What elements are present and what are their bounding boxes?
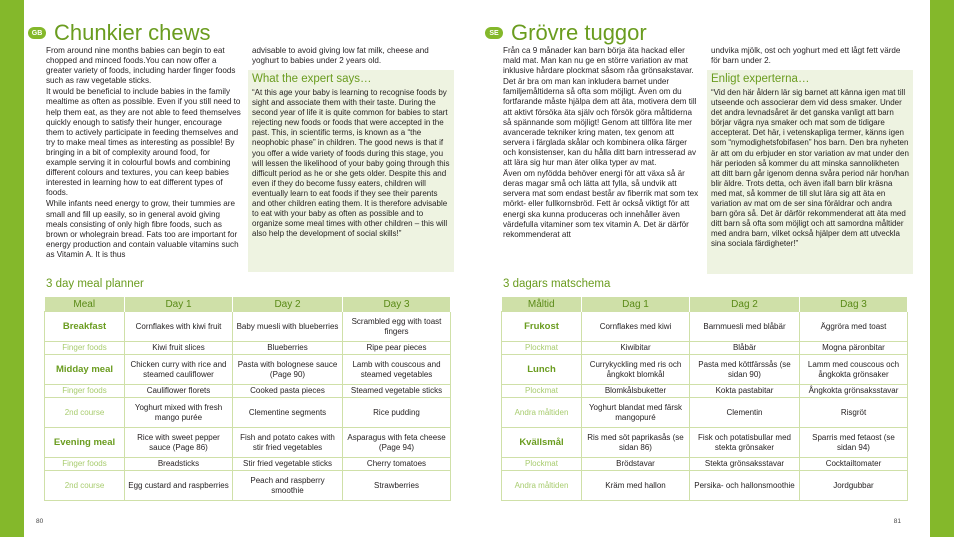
day-2-cell: Pasta with bolognese sauce (Page 90) <box>233 355 343 385</box>
left-page <box>24 0 454 537</box>
day-3-cell: Mogna päronbitar <box>800 342 908 355</box>
table-row <box>502 342 908 355</box>
body-column-2 <box>711 46 907 67</box>
table-row <box>502 428 908 458</box>
day-2-cell: Blueberries <box>233 342 343 355</box>
left-green-edge <box>0 0 24 537</box>
day-3-cell: Scrambled egg with toast fingers <box>343 312 451 342</box>
left-header <box>28 18 211 48</box>
meal-name-cell: Evening meal <box>45 428 125 458</box>
day-1-cell: Cauliflower florets <box>125 385 233 398</box>
page-number: 81 <box>893 518 901 525</box>
day-2-cell: Barnmuesli med blåbär <box>690 312 800 342</box>
expert-title: Enligt experterna… <box>711 73 810 85</box>
expert-box <box>707 70 913 274</box>
day-3-cell: Asparagus with feta cheese (Page 94) <box>343 428 451 458</box>
paragraph: From around nine months babies can begin to eat chopped and minced foods.You can now offer a greater variety of foods, including harder finger foods such as raw vegetable sticks. <box>46 46 236 86</box>
table-row <box>45 428 451 458</box>
day-1-cell: Kräm med hallon <box>582 471 690 501</box>
meal-name-cell: Lunch <box>502 355 582 385</box>
day-1-cell: Chicken curry with rice and steamed cauliflower <box>125 355 233 385</box>
column-header: Meal <box>45 297 125 312</box>
day-1-cell: Yoghurt blandat med färsk mangopuré <box>582 398 690 428</box>
day-1-cell: Cornflakes med kiwi <box>582 312 690 342</box>
day-3-cell: Ripe pear pieces <box>343 342 451 355</box>
meal-name-cell: Finger foods <box>45 385 125 398</box>
day-3-cell: Risgröt <box>800 398 908 428</box>
expert-box <box>248 70 454 272</box>
table-row <box>502 458 908 471</box>
paragraph: undvika mjölk, ost och yoghurt med ett lågt fett värde för barn under 2. <box>711 46 901 66</box>
day-2-cell: Kokta pastabitar <box>690 385 800 398</box>
day-3-cell: Ångkokta grönsaksstavar <box>800 385 908 398</box>
column-header: Day 2 <box>233 297 343 312</box>
paragraph: Från ca 9 månader kan barn börja äta hackad eller mald mat. Man kan nu ge en större variation av mat inklusive hårdare plockmat såsom råa grönsakstavar. <box>503 46 694 76</box>
column-header: Dag 2 <box>690 297 800 312</box>
table-row <box>502 385 908 398</box>
table-row <box>502 398 908 428</box>
day-2-cell: Fish and potato cakes with stir fried vegetables <box>233 428 343 458</box>
body-column-2 <box>252 46 450 67</box>
day-2-cell: Baby muesli with blueberries <box>233 312 343 342</box>
planner-body <box>502 312 908 501</box>
day-1-cell: Blomkålsbuketter <box>582 385 690 398</box>
meal-planner-table <box>501 297 908 501</box>
expert-quote: “At this age your baby is learning to recognise foods by sight and associate them with their taste. During the second year of life it is quite common for babies to start rejecting new foods or foods that were accepted in the past. This, in scientific terms, is known as a “the neophobic phase” in children. The good news is that if you offer a wide variety of foods during this stage, you will lessen the likelihood of your baby going through this difficult period as he or she gets older. Despite this and even if they do become fussy eaters, children will eventually learn to eat foods if they see their parents and other children eating them. It is therefore advisable to eat with your baby as often as possible and to organize some meal times with other children – this will also help the development of social skills!” <box>252 88 450 239</box>
table-row <box>45 458 451 471</box>
meal-name-cell: Finger foods <box>45 342 125 355</box>
right-header <box>485 18 647 48</box>
page-title: Grövre tuggor <box>511 20 647 45</box>
body-column-1 <box>503 46 699 241</box>
paragraph: advisable to avoid giving low fat milk, cheese and yoghurt to babies under 2 years old. <box>252 46 429 66</box>
day-2-cell: Blåbär <box>690 342 800 355</box>
paragraph: While infants need energy to grow, their tummies are small and fill up easily, so in general avoid giving meals consisting of only high fibre foods, such as brown or wholegrain bread. Fats too are important for energy production and contain valuable vitamins such as Vitamin A. It is thus <box>46 199 239 259</box>
column-header: Day 3 <box>343 297 451 312</box>
day-1-cell: Breadsticks <box>125 458 233 471</box>
day-3-cell: Lamb with couscous and steamed vegetables <box>343 355 451 385</box>
day-1-cell: Kiwi fruit slices <box>125 342 233 355</box>
table-row <box>45 471 451 501</box>
language-badge-se: SE <box>485 27 503 39</box>
table-row <box>45 385 451 398</box>
day-3-cell: Cocktailtomater <box>800 458 908 471</box>
table-row <box>45 398 451 428</box>
day-2-cell: Fisk och potatisbullar med stekta grönsaker <box>690 428 800 458</box>
meal-name-cell: Andra måltiden <box>502 398 582 428</box>
right-green-edge <box>930 0 954 537</box>
language-badge-gb: GB <box>28 27 46 39</box>
table-row <box>502 312 908 342</box>
day-3-cell: Steamed vegetable sticks <box>343 385 451 398</box>
day-3-cell: Jordgubbar <box>800 471 908 501</box>
table-header-row <box>502 297 908 312</box>
table-row <box>502 355 908 385</box>
day-1-cell: Rice with sweet pepper sauce (Page 86) <box>125 428 233 458</box>
meal-name-cell: Frukost <box>502 312 582 342</box>
page-number: 80 <box>36 518 44 525</box>
paragraph: It would be beneficial to include babies in the family mealtime as often as possible. Even if you still need to help them eat, as they are not able to feed themselves quickly enough to satisfy their hunger, encourage them to actively participate in feeding themselves and try to make meal times as interesting as possible! By bringing in a bit of complexity around food, for example serving it in colourful bowls and combining different colours and textures, you can keep babies interested in learning how to eat different types of foods. <box>46 87 241 198</box>
meal-name-cell: Kvällsmål <box>502 428 582 458</box>
meal-name-cell: Andra måltiden <box>502 471 582 501</box>
day-3-cell: Rice pudding <box>343 398 451 428</box>
column-header: Dag 1 <box>582 297 690 312</box>
day-2-cell: Peach and raspberry smoothie <box>233 471 343 501</box>
right-page <box>481 0 911 537</box>
day-1-cell: Brödstavar <box>582 458 690 471</box>
table-row <box>45 312 451 342</box>
day-1-cell: Yoghurt mixed with fresh mango purée <box>125 398 233 428</box>
day-1-cell: Cornflakes with kiwi fruit <box>125 312 233 342</box>
day-3-cell: Cherry tomatoes <box>343 458 451 471</box>
day-1-cell: Kiwibitar <box>582 342 690 355</box>
day-2-cell: Clementine segments <box>233 398 343 428</box>
day-3-cell: Lamm med couscous och ångkokta grönsaker <box>800 355 908 385</box>
day-3-cell: Sparris med fetaost (se sidan 94) <box>800 428 908 458</box>
column-header: Day 1 <box>125 297 233 312</box>
page-title: Chunkier chews <box>54 20 211 45</box>
paragraph: Det är bra om man kan inkludera barnet under familjemåltiderna så ofta som möjligt. Även om du fortfarande måste hjälpa dem att äta, motivera dem till att aktivt försöka äta själv och försök göra måltiderna så spännande som möjligt! Genom att tillföra lite mer avancerade tekniker kring maten, tex genom att servera i färglada skålar och kombinera olika färger och konsistenser, kan du hålla ditt barn intresserad av att lära sig hur man äter olika typer av mat. <box>503 77 697 168</box>
table-row <box>502 471 908 501</box>
expert-title: What the expert says… <box>252 73 372 85</box>
planner-title: 3 dagars matschema <box>503 278 611 290</box>
body-column-1 <box>46 46 242 261</box>
paragraph: Även om nyfödda behöver energi för att växa så är deras magar små och lätta att fylla, så undvik att servera mat som endast består av fiberrik mat som tex mörkt- eller fullkornsbröd. Fett är också viktigt för att energi ska kunna produceras och innehåller även värdefulla vitaminer som tex vitamin A. Det är därför rekommenderat att <box>503 169 699 239</box>
day-3-cell: Strawberries <box>343 471 451 501</box>
day-2-cell: Stekta grönsaksstavar <box>690 458 800 471</box>
table-header-row <box>45 297 451 312</box>
day-2-cell: Stir fried vegetable sticks <box>233 458 343 471</box>
day-2-cell: Persika- och hallonsmoothie <box>690 471 800 501</box>
meal-name-cell: 2nd course <box>45 471 125 501</box>
table-row <box>45 355 451 385</box>
day-2-cell: Pasta med köttfärssås (se sidan 90) <box>690 355 800 385</box>
table-row <box>45 342 451 355</box>
planner-title: 3 day meal planner <box>46 278 144 290</box>
day-2-cell: Clementin <box>690 398 800 428</box>
meal-name-cell: Midday meal <box>45 355 125 385</box>
day-1-cell: Egg custard and raspberries <box>125 471 233 501</box>
meal-name-cell: Breakfast <box>45 312 125 342</box>
column-header: Måltid <box>502 297 582 312</box>
expert-quote: “Vid den här åldern lär sig barnet att känna igen mat till utseende och associerar dem vid dess smaker. Under det andra levnadsåret är det ganska vanligt att barn börjar vägra nya smaker och mat som de tidigare accepterat. Det här, i vetenskapliga termer, känns igen som “nymodighetsfobifasen” hos barn. Den bra nyheten är att om du erbjuder en stor variation av mat under den här perioden så kommer du att minska sannolikheten att ditt barn går igenom denna svåra period när hon/han blir äldre. Trots detta, och även ifall barn blir kräsna med mat, så kommer de till slut lära sig att äta en variation av mat om de ser sina föräldrar och andra barn göra så. Det är därför rekommenderat att äta med ditt barn så ofta som möjligt och att samordna måltider med andra barn, vilket också hjälper dem att utveckla sina sociala färdigheter!” <box>711 88 909 249</box>
column-header: Dag 3 <box>800 297 908 312</box>
meal-name-cell: 2nd course <box>45 398 125 428</box>
meal-name-cell: Plockmat <box>502 458 582 471</box>
day-2-cell: Cooked pasta pieces <box>233 385 343 398</box>
planner-body <box>45 312 451 501</box>
day-1-cell: Currykyckling med ris och ångkokt blomkål <box>582 355 690 385</box>
meal-planner-table <box>44 297 451 501</box>
day-3-cell: Äggröra med toast <box>800 312 908 342</box>
meal-name-cell: Plockmat <box>502 385 582 398</box>
meal-name-cell: Finger foods <box>45 458 125 471</box>
day-1-cell: Ris med söt paprikasås (se sidan 86) <box>582 428 690 458</box>
meal-name-cell: Plockmat <box>502 342 582 355</box>
